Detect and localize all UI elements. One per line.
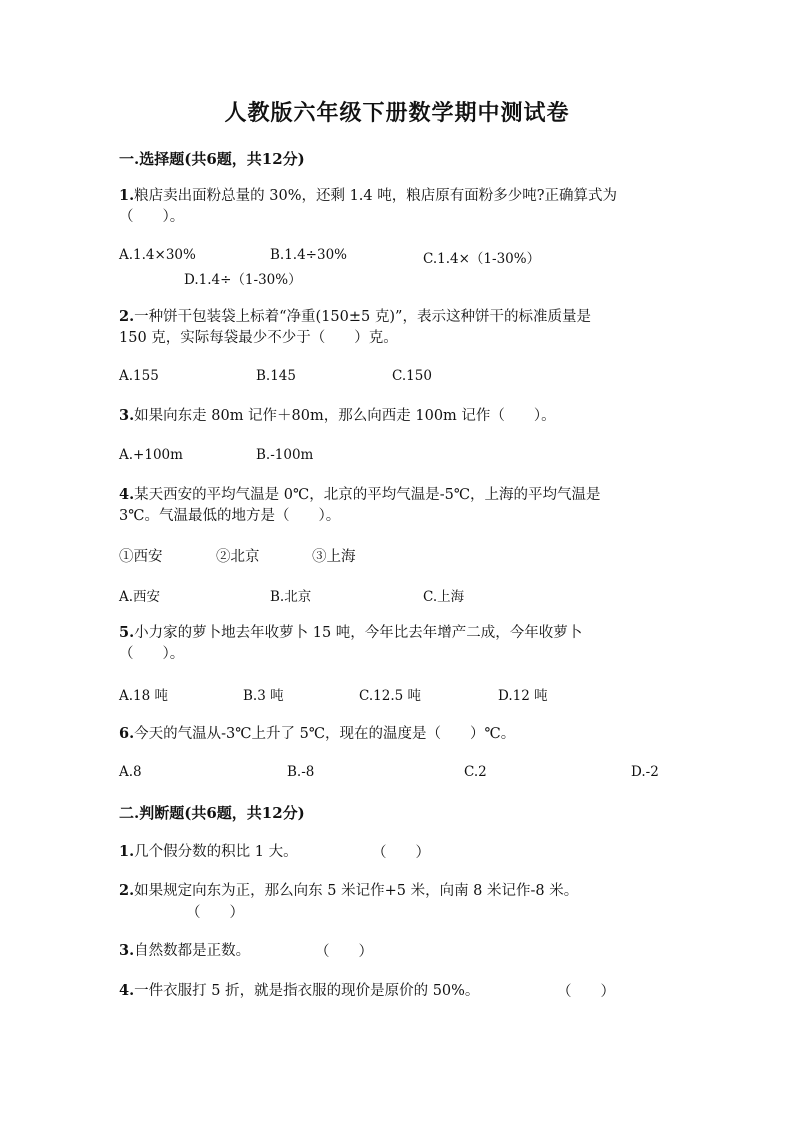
question-4 [119,484,679,527]
question-text: 自然数都是正数。 [134,943,251,959]
option-c: C.150 [392,368,432,384]
question-number: 3. [119,942,135,959]
question-2 [119,306,679,349]
question-number: 4. [119,982,135,999]
question-number: 5. [119,624,135,641]
question-number: 2. [119,882,135,899]
question-text-line2: （ ）。 [119,646,185,662]
question-6 [119,723,679,745]
question-number: 4. [119,486,135,503]
option-c: C.2 [464,764,487,780]
question-text-line2: 150 克，实际每袋最少不少于（ ）克。 [119,330,398,346]
page-title: 人教版六年级下册数学期中测试卷 [224,100,570,126]
judgment-question-2 [119,880,679,902]
option-c: C.1.4×（1-30%） [423,251,541,267]
answer-blank[interactable]: （ ） [372,845,430,861]
option-b: B.-100m [256,447,314,463]
option-b: B.145 [256,368,296,384]
question-number: 6. [119,725,135,742]
option-c: C.上海 [423,589,465,605]
option-a: A.155 [119,368,159,384]
question-text: 几个假分数的积比 1 大。 [134,844,298,860]
question-text: 一件衣服打 5 折，就是指衣服的现价是原价的 50%。 [134,983,480,999]
question-text: 粮店卖出面粉总量的 30%，还剩 1.4 吨，粮店原有面粉多少吨?正确算式为 [134,188,618,204]
question-number: 2. [119,308,135,325]
answer-blank[interactable]: （ ） [186,905,244,921]
question-text: 一种饼干包装袋上标着“净重(150±5 克)”，表示这种饼干的标准质量是 [134,309,591,325]
option-a: A.8 [119,764,142,780]
question-text-line2: 3℃。气温最低的地方是（ ）。 [119,508,341,524]
option-b: B.北京 [270,589,312,605]
option-a: A.1.4×30% [119,247,196,263]
choice-1: ①西安 [119,549,163,565]
question-5 [119,622,679,665]
question-text-line2: （ ）。 [119,209,185,225]
option-d: D.12 吨 [498,688,548,704]
option-b: B.1.4÷30% [270,247,347,263]
answer-blank[interactable]: （ ） [557,984,615,1000]
question-number: 1. [119,843,135,860]
option-b: B.3 吨 [243,688,284,704]
question-text: 小力家的萝卜地去年收萝卜 15 吨，今年比去年增产二成，今年收萝卜 [134,625,583,641]
question-text: 某天西安的平均气温是 0℃，北京的平均气温是-5℃，上海的平均气温是 [134,487,601,503]
question-text: 如果规定向东为正，那么向东 5 米记作+5 米，向南 8 米记作-8 米。 [134,883,579,899]
option-a: A.+100m [119,447,183,463]
question-3 [119,405,679,427]
section-heading-judgment: 二.判断题(共6题，共12分) [119,804,305,822]
option-a: A.18 吨 [119,688,169,704]
option-a: A.西安 [119,589,161,605]
answer-blank[interactable]: （ ） [315,944,373,960]
question-number: 1. [119,187,135,204]
option-c: C.12.5 吨 [359,688,421,704]
option-b: B.-8 [287,764,315,780]
question-number: 3. [119,407,135,424]
question-1 [119,185,679,228]
judgment-question-3 [119,940,679,962]
choice-2: ②北京 [216,549,260,565]
choice-3: ③上海 [312,549,356,565]
option-d: D.-2 [631,764,659,780]
question-text: 今天的气温从-3℃上升了 5℃，现在的温度是（ ）℃。 [134,726,516,742]
question-text: 如果向东走 80m 记作＋80m，那么向西走 100m 记作（ ）。 [134,408,556,424]
section-heading-choice: 一.选择题(共6题，共12分) [119,150,305,168]
option-d: D.1.4÷（1-30%） [184,272,302,288]
